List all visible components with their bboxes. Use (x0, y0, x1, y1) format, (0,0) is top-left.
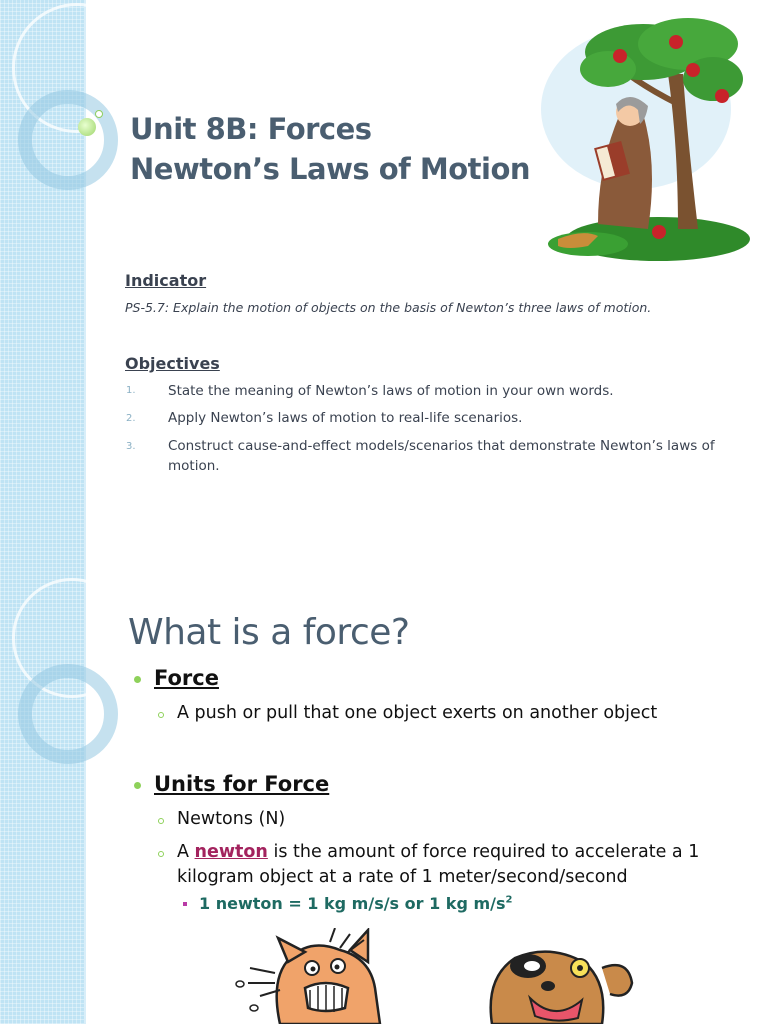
objective-number: 2. (126, 413, 136, 424)
bullet-icon (134, 676, 141, 683)
newton-tree-illustration (528, 14, 750, 266)
newton-formula-text: 1 newton = 1 kg m/s/s or 1 kg m/s (199, 894, 506, 913)
slide-what-is-a-force (0, 576, 768, 1024)
decorative-dot (78, 118, 96, 136)
sub-bullet-icon (158, 818, 164, 824)
objectives-heading: Objectives (125, 354, 220, 373)
objective-item: State the meaning of Newton’s laws of motion in your own words. (168, 383, 614, 399)
indicator-text: PS-5.7: Explain the motion of objects on the basis of Newton’s three laws of motion. (125, 300, 652, 315)
objective-item: Apply Newton’s laws of motion to real-life scenarios. (168, 410, 523, 426)
newton-definition-line2: kilogram object at a rate of 1 meter/second/second (177, 867, 628, 887)
units-heading: Units for Force (154, 772, 330, 796)
force-definition: A push or pull that one object exerts on another object (177, 703, 658, 723)
indicator-heading: Indicator (125, 271, 207, 290)
newton-definition-rest: is the amount of force required to accelerate a 1 (267, 842, 700, 862)
cat-dog-cartoon-illustration (230, 928, 650, 1024)
objective-number: 1. (126, 385, 136, 396)
objective-item: Construct cause-and-effect models/scenarios that demonstrate Newton’s laws of motion. (168, 438, 715, 474)
force-heading: Force (154, 666, 219, 690)
slide-title: What is a force? (128, 612, 410, 653)
newton-formula (199, 894, 512, 913)
objective-number: 3. (126, 441, 136, 452)
decorative-dot-small (95, 110, 103, 118)
units-item-newtons: Newtons (N) (177, 809, 286, 829)
decorative-ring (18, 664, 118, 764)
slide-title-line2: Newton’s Laws of Motion (130, 152, 531, 186)
slide-title-line1: Unit 8B: Forces (130, 112, 372, 146)
bullet-icon (134, 782, 141, 789)
sub-bullet-icon (158, 851, 164, 857)
formula-bullet-icon (183, 902, 187, 906)
newton-definition-prefix: A (177, 842, 195, 862)
newton-keyword-link[interactable]: newton (194, 842, 268, 862)
newton-formula-exponent: 2 (505, 894, 513, 906)
decorative-ring (18, 90, 118, 190)
sub-bullet-icon (158, 712, 164, 718)
newton-definition-line1 (177, 840, 699, 865)
